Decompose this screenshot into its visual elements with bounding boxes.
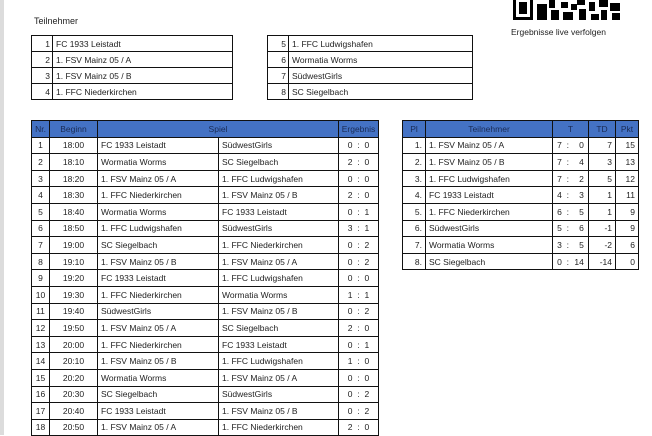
- match-time: 18:20: [50, 170, 98, 187]
- score-separator: :: [357, 356, 360, 367]
- match-number: 6: [32, 220, 50, 237]
- score-separator: :: [357, 256, 360, 267]
- goals-for: 0: [557, 256, 562, 267]
- standings-goal-diff: 5: [589, 170, 616, 187]
- goals-separator: :: [566, 173, 570, 184]
- header-td: TD: [589, 121, 616, 138]
- score-home: 0: [347, 206, 353, 217]
- score-away: 0: [364, 156, 370, 167]
- score-away: 2: [364, 239, 370, 250]
- score-home: 0: [347, 256, 353, 267]
- score-home: 0: [347, 405, 353, 416]
- match-number: 12: [32, 320, 50, 337]
- goals-against: 4: [579, 156, 584, 167]
- score-separator: :: [357, 389, 360, 400]
- match-time: 20:40: [50, 403, 98, 420]
- score-home: 0: [347, 339, 353, 350]
- match-number: 15: [32, 369, 50, 386]
- score-separator: :: [357, 372, 360, 383]
- goals-separator: :: [566, 223, 570, 234]
- score-home: 1: [347, 289, 353, 300]
- match-number: 11: [32, 303, 50, 320]
- score-home: 0: [347, 306, 353, 317]
- match-home-team: FC 1933 Leistadt: [98, 137, 219, 154]
- score-away: 2: [364, 306, 370, 317]
- participant-number: 4: [32, 84, 53, 100]
- match-result: [339, 154, 379, 171]
- participant-number: 6: [268, 52, 289, 68]
- match-result: [339, 403, 379, 420]
- match-time: 18:50: [50, 220, 98, 237]
- standings-place: 6.: [403, 220, 426, 237]
- participant-number: 2: [32, 52, 53, 68]
- goals-for: 4: [557, 190, 562, 201]
- score-away: 0: [364, 190, 370, 201]
- match-away-team: FC 1933 Leistadt: [219, 203, 339, 220]
- match-result: [339, 203, 379, 220]
- participants-table-right: [267, 35, 473, 100]
- score-separator: :: [357, 173, 360, 184]
- match-home-team: 1. FFC Niederkirchen: [98, 286, 219, 303]
- standings-place: 2.: [403, 154, 426, 171]
- match-away-team: 1. FFC Niederkirchen: [219, 237, 339, 254]
- match-result: [339, 320, 379, 337]
- standings-row: [403, 187, 639, 204]
- match-number: 18: [32, 419, 50, 436]
- match-time: 18:00: [50, 137, 98, 154]
- header-spiel: Spiel: [98, 121, 339, 138]
- match-time: 19:00: [50, 237, 98, 254]
- participant-row: [32, 84, 233, 100]
- score-separator: :: [357, 306, 360, 317]
- goals-separator: :: [566, 156, 570, 167]
- header-beginn: Beginn: [50, 121, 98, 138]
- header-nr: Nr.: [32, 121, 50, 138]
- match-home-team: 1. FSV Mainz 05 / A: [98, 170, 219, 187]
- score-separator: :: [357, 239, 360, 250]
- score-home: 2: [347, 422, 353, 433]
- standings-row: [403, 253, 639, 270]
- standings-goal-diff: 1: [589, 187, 616, 204]
- match-number: 5: [32, 203, 50, 220]
- match-time: 20:00: [50, 336, 98, 353]
- participants-table-left: [31, 35, 233, 100]
- match-result: [339, 270, 379, 287]
- standings-team: SC Siegelbach: [426, 253, 553, 270]
- goals-against: 5: [579, 239, 584, 250]
- match-row: [32, 137, 379, 154]
- goals-against: 0: [579, 140, 584, 151]
- standings-row: [403, 137, 639, 154]
- goals-separator: :: [566, 190, 570, 201]
- score-home: 1: [347, 356, 353, 367]
- goals-separator: :: [566, 256, 570, 267]
- match-home-team: SüdwestGirls: [98, 303, 219, 320]
- match-row: [32, 170, 379, 187]
- participant-name: 1. FSV Mainz 05 / A: [53, 52, 233, 68]
- match-row: [32, 419, 379, 436]
- standings-row: [403, 237, 639, 254]
- standings-goal-diff: -1: [589, 220, 616, 237]
- match-number: 1: [32, 137, 50, 154]
- standings-place: 8.: [403, 253, 426, 270]
- page-edge: [0, 0, 4, 435]
- match-away-team: 1. FSV Mainz 05 / B: [219, 187, 339, 204]
- score-separator: :: [357, 156, 360, 167]
- match-away-team: FC 1933 Leistadt: [219, 336, 339, 353]
- match-home-team: 1. FFC Niederkirchen: [98, 336, 219, 353]
- match-number: 17: [32, 403, 50, 420]
- match-row: [32, 253, 379, 270]
- goals-against: 2: [579, 173, 584, 184]
- match-away-team: 1. FFC Ludwigshafen: [219, 353, 339, 370]
- goals-against: 6: [579, 223, 584, 234]
- match-home-team: 1. FSV Mainz 05 / B: [98, 253, 219, 270]
- score-away: 1: [364, 339, 370, 350]
- match-home-team: 1. FSV Mainz 05 / B: [98, 353, 219, 370]
- match-away-team: 1. FSV Mainz 05 / A: [219, 253, 339, 270]
- standings-row: [403, 203, 639, 220]
- header-t: T: [553, 121, 589, 138]
- score-separator: :: [357, 273, 360, 284]
- goals-against: 5: [579, 206, 584, 217]
- match-row: [32, 303, 379, 320]
- score-separator: :: [357, 206, 360, 217]
- match-number: 2: [32, 154, 50, 171]
- standings-team: SüdwestGirls: [426, 220, 553, 237]
- standings-points: 9: [616, 220, 639, 237]
- standings-goal-diff: 3: [589, 154, 616, 171]
- standings-team: Wormatia Worms: [426, 237, 553, 254]
- goals-separator: :: [566, 140, 570, 151]
- participant-number: 3: [32, 68, 53, 84]
- participant-number: 8: [268, 84, 289, 100]
- score-home: 2: [347, 190, 353, 201]
- match-home-team: FC 1933 Leistadt: [98, 403, 219, 420]
- participant-name: 1. FFC Niederkirchen: [53, 84, 233, 100]
- match-row: [32, 270, 379, 287]
- participant-row: [32, 52, 233, 68]
- standings-table-header: [403, 121, 639, 138]
- score-separator: :: [357, 289, 360, 300]
- standings-goal-diff: 1: [589, 203, 616, 220]
- match-row: [32, 187, 379, 204]
- participant-name: 1. FFC Ludwigshafen: [289, 36, 473, 52]
- match-time: 18:40: [50, 203, 98, 220]
- standings-goal-diff: -2: [589, 237, 616, 254]
- score-away: 0: [364, 422, 370, 433]
- goals-for: 5: [557, 223, 562, 234]
- goals-for: 7: [557, 156, 562, 167]
- match-row: [32, 386, 379, 403]
- match-result: [339, 137, 379, 154]
- match-result: [339, 286, 379, 303]
- match-home-team: 1. FFC Ludwigshafen: [98, 220, 219, 237]
- match-home-team: Wormatia Worms: [98, 203, 219, 220]
- match-result: [339, 237, 379, 254]
- standings-goals: [553, 220, 589, 237]
- match-time: 20:10: [50, 353, 98, 370]
- score-home: 3: [347, 223, 353, 234]
- match-away-team: SC Siegelbach: [219, 154, 339, 171]
- score-home: 2: [347, 322, 353, 333]
- score-away: 0: [364, 173, 370, 184]
- score-away: 0: [364, 322, 370, 333]
- participant-name: SC Siegelbach: [289, 84, 473, 100]
- goals-separator: :: [566, 239, 570, 250]
- match-number: 8: [32, 253, 50, 270]
- match-home-team: 1. FFC Niederkirchen: [98, 187, 219, 204]
- score-away: 0: [364, 372, 370, 383]
- match-home-team: 1. FSV Mainz 05 / A: [98, 419, 219, 436]
- score-away: 0: [364, 356, 370, 367]
- match-result: [339, 419, 379, 436]
- participant-row: [32, 68, 233, 84]
- match-time: 19:40: [50, 303, 98, 320]
- standings-points: 15: [616, 137, 639, 154]
- match-time: 19:30: [50, 286, 98, 303]
- participant-row: [268, 84, 473, 100]
- match-row: [32, 320, 379, 337]
- match-time: 19:10: [50, 253, 98, 270]
- participants-title: Teilnehmer: [34, 16, 79, 26]
- score-separator: :: [357, 405, 360, 416]
- match-home-team: Wormatia Worms: [98, 369, 219, 386]
- match-number: 3: [32, 170, 50, 187]
- header-pkt: Pkt: [616, 121, 639, 138]
- score-home: 0: [347, 239, 353, 250]
- standings-goals: [553, 253, 589, 270]
- match-home-team: SC Siegelbach: [98, 386, 219, 403]
- goals-separator: :: [566, 206, 570, 217]
- match-result: [339, 170, 379, 187]
- goals-for: 3: [557, 239, 562, 250]
- standings-team: 1. FFC Ludwigshafen: [426, 170, 553, 187]
- match-time: 18:30: [50, 187, 98, 204]
- standings-row: [403, 154, 639, 171]
- match-schedule-table: [31, 120, 379, 436]
- score-home: 0: [347, 372, 353, 383]
- score-away: 1: [364, 206, 370, 217]
- match-home-team: SC Siegelbach: [98, 237, 219, 254]
- score-home: 0: [347, 173, 353, 184]
- score-separator: :: [357, 190, 360, 201]
- standings-place: 3.: [403, 170, 426, 187]
- match-result: [339, 303, 379, 320]
- standings-goal-diff: 7: [589, 137, 616, 154]
- goals-against: 3: [579, 190, 584, 201]
- live-results-caption: Ergebnisse live verfolgen: [511, 27, 606, 37]
- qr-code-icon[interactable]: [513, 0, 620, 20]
- match-result: [339, 187, 379, 204]
- match-away-team: 1. FFC Niederkirchen: [219, 419, 339, 436]
- match-row: [32, 403, 379, 420]
- match-away-team: SC Siegelbach: [219, 320, 339, 337]
- match-home-team: FC 1933 Leistadt: [98, 270, 219, 287]
- standings-team: FC 1933 Leistadt: [426, 187, 553, 204]
- score-away: 2: [364, 256, 370, 267]
- standings-goals: [553, 154, 589, 171]
- match-away-team: 1. FSV Mainz 05 / B: [219, 303, 339, 320]
- standings-goals: [553, 170, 589, 187]
- standings-team: 1. FSV Mainz 05 / A: [426, 137, 553, 154]
- score-away: 2: [364, 405, 370, 416]
- standings-points: 0: [616, 253, 639, 270]
- standings-points: 12: [616, 170, 639, 187]
- score-home: 0: [347, 273, 353, 284]
- standings-team: 1. FSV Mainz 05 / B: [426, 154, 553, 171]
- standings-place: 5.: [403, 203, 426, 220]
- participant-name: Wormatia Worms: [289, 52, 473, 68]
- standings-row: [403, 220, 639, 237]
- score-away: 0: [364, 273, 370, 284]
- standings-points: 6: [616, 237, 639, 254]
- match-result: [339, 336, 379, 353]
- match-row: [32, 369, 379, 386]
- match-number: 7: [32, 237, 50, 254]
- match-away-team: 1. FFC Ludwigshafen: [219, 170, 339, 187]
- match-number: 14: [32, 353, 50, 370]
- standings-goals: [553, 187, 589, 204]
- match-number: 10: [32, 286, 50, 303]
- match-row: [32, 237, 379, 254]
- standings-place: 4.: [403, 187, 426, 204]
- match-number: 16: [32, 386, 50, 403]
- match-away-team: SüdwestGirls: [219, 137, 339, 154]
- match-away-team: Wormatia Worms: [219, 286, 339, 303]
- header-teilnehmer: Teilnehmer: [426, 121, 553, 138]
- participant-row: [268, 52, 473, 68]
- score-home: 0: [347, 389, 353, 400]
- match-row: [32, 154, 379, 171]
- participant-name: SüdwestGirls: [289, 68, 473, 84]
- standings-goal-diff: -14: [589, 253, 616, 270]
- standings-place: 1.: [403, 137, 426, 154]
- header-ergebnis: Ergebnis: [339, 121, 379, 138]
- score-separator: :: [357, 422, 360, 433]
- match-row: [32, 203, 379, 220]
- standings-goals: [553, 137, 589, 154]
- match-time: 20:50: [50, 419, 98, 436]
- match-number: 13: [32, 336, 50, 353]
- score-separator: :: [357, 322, 360, 333]
- match-result: [339, 353, 379, 370]
- participant-name: 1. FSV Mainz 05 / B: [53, 68, 233, 84]
- match-row: [32, 286, 379, 303]
- match-result: [339, 220, 379, 237]
- match-result: [339, 253, 379, 270]
- goals-for: 7: [557, 173, 562, 184]
- match-away-team: 1. FSV Mainz 05 / A: [219, 369, 339, 386]
- participant-row: [268, 68, 473, 84]
- match-time: 19:20: [50, 270, 98, 287]
- match-home-team: Wormatia Worms: [98, 154, 219, 171]
- match-away-team: 1. FSV Mainz 05 / B: [219, 403, 339, 420]
- header-pl: Pl: [403, 121, 426, 138]
- standings-points: 13: [616, 154, 639, 171]
- participant-number: 7: [268, 68, 289, 84]
- goals-against: 14: [574, 256, 584, 267]
- match-time: 18:10: [50, 154, 98, 171]
- standings-place: 7.: [403, 237, 426, 254]
- score-away: 1: [364, 223, 370, 234]
- participant-number: 5: [268, 36, 289, 52]
- score-separator: :: [357, 223, 360, 234]
- match-result: [339, 369, 379, 386]
- match-result: [339, 386, 379, 403]
- match-number: 9: [32, 270, 50, 287]
- standings-goals: [553, 203, 589, 220]
- match-time: 20:20: [50, 369, 98, 386]
- match-row: [32, 220, 379, 237]
- match-away-team: SüdwestGirls: [219, 220, 339, 237]
- standings-row: [403, 170, 639, 187]
- participant-name: FC 1933 Leistadt: [53, 36, 233, 52]
- participant-row: [32, 36, 233, 52]
- match-row: [32, 353, 379, 370]
- standings-table: [402, 120, 639, 270]
- standings-goals: [553, 237, 589, 254]
- score-away: 2: [364, 389, 370, 400]
- match-away-team: SüdwestGirls: [219, 386, 339, 403]
- score-separator: :: [357, 339, 360, 350]
- standings-points: 9: [616, 203, 639, 220]
- standings-points: 11: [616, 187, 639, 204]
- match-number: 4: [32, 187, 50, 204]
- score-away: 0: [364, 140, 370, 151]
- match-time: 20:30: [50, 386, 98, 403]
- score-separator: :: [357, 140, 360, 151]
- match-table-header: [32, 121, 379, 138]
- match-row: [32, 336, 379, 353]
- score-away: 1: [364, 289, 370, 300]
- participant-number: 1: [32, 36, 53, 52]
- goals-for: 7: [557, 140, 562, 151]
- participant-row: [268, 36, 473, 52]
- score-home: 2: [347, 156, 353, 167]
- standings-team: 1. FFC Niederkirchen: [426, 203, 553, 220]
- match-time: 19:50: [50, 320, 98, 337]
- match-away-team: 1. FFC Ludwigshafen: [219, 270, 339, 287]
- score-home: 0: [347, 140, 353, 151]
- match-home-team: 1. FSV Mainz 05 / A: [98, 320, 219, 337]
- goals-for: 6: [557, 206, 562, 217]
